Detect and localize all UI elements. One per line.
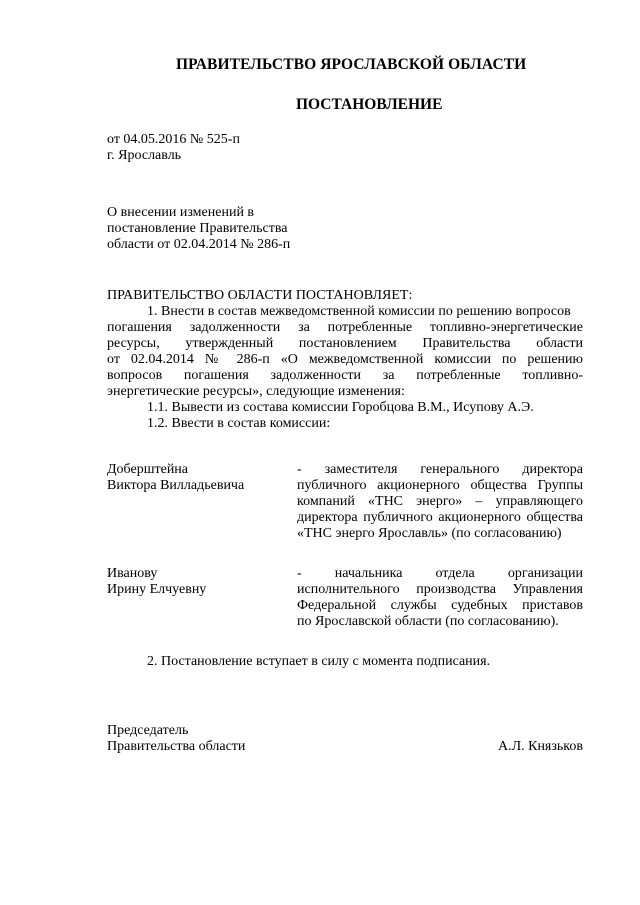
member-given-names: Виктора Вилладьевича bbox=[107, 478, 245, 493]
position-line: исполнительного производства Управления bbox=[297, 582, 583, 597]
position-line: публичного акционерного общества Группы bbox=[297, 478, 583, 493]
position-line: директора публичного акционерного общества bbox=[297, 510, 583, 525]
commission-members bbox=[107, 462, 583, 656]
signatory-title: Правительства области bbox=[107, 739, 246, 754]
member-surname: Иванову bbox=[107, 566, 158, 581]
document-subject bbox=[107, 205, 367, 253]
document-type: ПОСТАНОВЛЕНИЕ bbox=[296, 96, 443, 113]
date-number: от 04.05.2016 № 525-п bbox=[107, 132, 240, 147]
member-given-names: Ирину Елчуевну bbox=[107, 582, 207, 597]
paragraph-1-line: вопросов погашения задолженности за потребленные топливно- bbox=[107, 368, 583, 383]
subject-line: постановление Правительства bbox=[107, 221, 288, 236]
paragraph-1-line: 1. Внести в состав межведомственной комиссии по решению вопросов bbox=[147, 304, 571, 319]
member-position bbox=[297, 462, 583, 542]
member-entry bbox=[107, 566, 583, 656]
preamble: ПРАВИТЕЛЬСТВО ОБЛАСТИ ПОСТАНОВЛЯЕТ: bbox=[107, 288, 413, 303]
paragraph-1-line: погашения задолженности за потребленные топливно-энергетические bbox=[107, 320, 583, 335]
signatory-title: Председатель bbox=[107, 723, 189, 738]
city: г. Ярославль bbox=[107, 148, 182, 163]
subject-line: области от 02.04.2014 № 286-п bbox=[107, 237, 291, 252]
paragraph-1-2: 1.2. Ввести в состав комиссии: bbox=[147, 416, 331, 431]
position-line: компаний «ТНС энерго» – управляющего bbox=[297, 494, 583, 509]
member-position bbox=[297, 566, 583, 630]
member-surname: Доберштейна bbox=[107, 462, 189, 477]
position-line: Федеральной службы судебных приставов bbox=[297, 598, 583, 613]
position-line: «ТНС энерго Ярославль» (по согласованию) bbox=[297, 526, 562, 541]
signatory-name: А.Л. Князьков bbox=[498, 739, 583, 754]
signature-block bbox=[107, 723, 583, 755]
member-name bbox=[107, 462, 287, 494]
position-line: - начальника отдела организации bbox=[297, 566, 583, 581]
resolution-body bbox=[107, 288, 583, 432]
paragraph-1-line: ресурсы, утвержденный постановлением Правительства области bbox=[107, 336, 583, 351]
paragraph-1-1: 1.1. Вывести из состава комиссии Горобцова В.М., Исупову А.Э. bbox=[147, 400, 534, 415]
position-line: по Ярославской области (по согласованию). bbox=[297, 614, 559, 629]
member-entry bbox=[107, 462, 583, 552]
document-meta bbox=[107, 132, 407, 164]
position-line: - заместителя генерального директора bbox=[297, 462, 583, 477]
paragraph-1-line: энергетические ресурсы», следующие изменения: bbox=[107, 384, 405, 399]
government-title: ПРАВИТЕЛЬСТВО ЯРОСЛАВСКОЙ ОБЛАСТИ bbox=[176, 56, 527, 73]
subject-line: О внесении изменений в bbox=[107, 205, 255, 220]
final-clause: 2. Постановление вступает в силу с момента подписания. bbox=[147, 654, 491, 669]
member-name bbox=[107, 566, 287, 598]
paragraph-1-line: от 02.04.2014 № 286-п «О межведомственной комиссии по решению bbox=[107, 352, 583, 367]
